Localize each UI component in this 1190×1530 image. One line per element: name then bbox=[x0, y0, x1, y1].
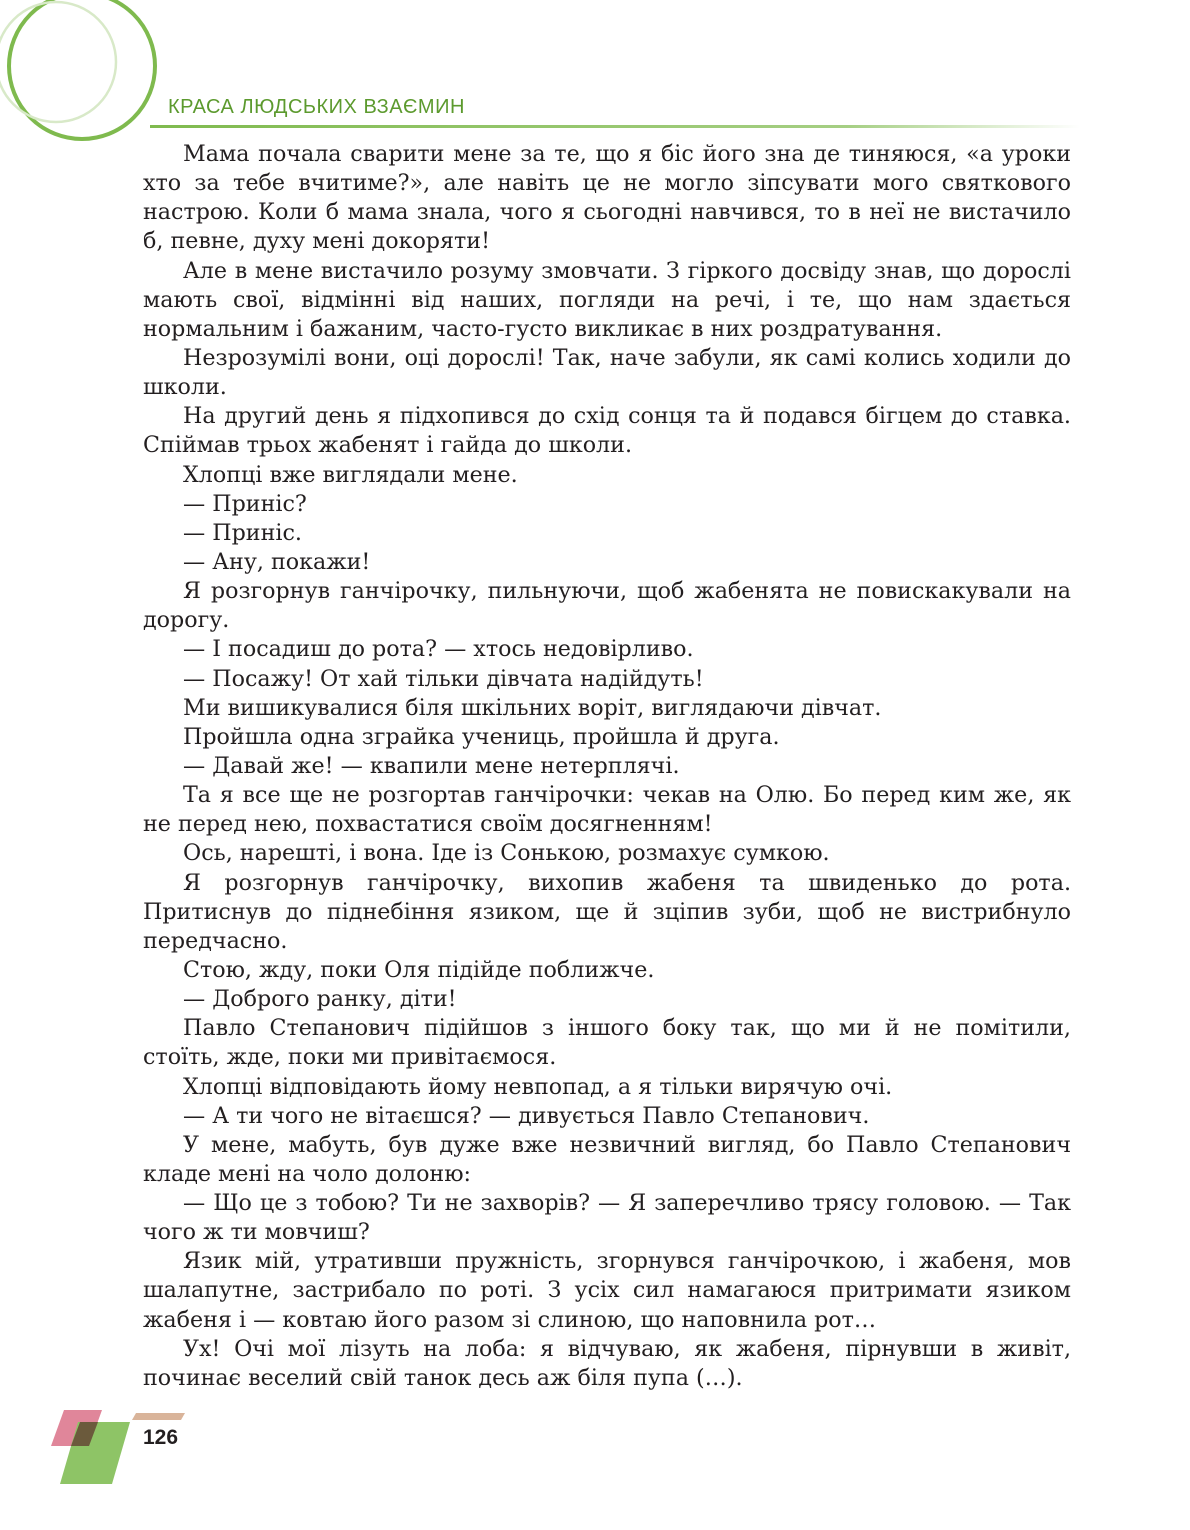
paragraph: У мене, мабуть, був дуже вже незвичний вигляд, бо Павло Степанович кладе мені на чоло долоню: bbox=[143, 1131, 1071, 1187]
paragraph: Та я все ще не розгортав ганчірочки: чекав на Олю. Бо перед ким же, як не перед нею, похвастатися своїм досягненням! bbox=[143, 782, 1071, 838]
dialogue-line: — Давай же! — квапили мене нетерплячі. bbox=[183, 752, 680, 779]
paragraph: Незрозумілі вони, оці дорослі! Так, наче забули, як самі колись ходили до школи. bbox=[143, 344, 1071, 401]
paragraph: Я розгорнув ганчірочку, пильнуючи, щоб жабенята не повискакували на дорогу. bbox=[143, 578, 1071, 634]
dialogue-line: — Що це з тобою? Ти не захворів? — Я заперечливо трясу головою. — Так чого ж ти мовчиш? bbox=[143, 1190, 1071, 1246]
paragraph: Ух! Очі мої лізуть на лоба: я відчуваю, як жабеня, пірнувши в живіт, починає веселий свій танок десь аж біля пупа (…). bbox=[143, 1335, 1071, 1391]
dialogue-line: — Приніс? bbox=[183, 490, 307, 517]
paragraph: Хлопці вже виглядали мене. bbox=[183, 461, 518, 488]
paragraph: Ми вишикувалися біля шкільних воріт, виглядаючи дівчат. bbox=[183, 694, 882, 721]
paragraph: Стою, жду, поки Оля підійде поближче. bbox=[183, 956, 655, 983]
dialogue-line: — Посажу! От хай тільки дівчата надійдуть! bbox=[183, 665, 704, 692]
header-circle-outer bbox=[9, 0, 155, 139]
dialogue-line: — І посадиш до рота? — хтось недовірливо. bbox=[183, 636, 694, 663]
footer-tan-bar bbox=[132, 1413, 185, 1420]
paragraph: Павло Степанович підійшов з іншого боку так, що ми й не помітили, стоїть, жде, поки ми привітаємося. bbox=[143, 1015, 1071, 1071]
dialogue-line: — Доброго ранку, діти! bbox=[183, 986, 457, 1013]
paragraph: Язик мій, утративши пружність, згорнувся ганчірочкою, і жабеня, мов шалапутне, застрибало по роті. З усіх сил намагаюся притримати язиком жабеня і — ковтаю його разом зі слиною, що наповнила рот… bbox=[143, 1248, 1071, 1333]
paragraph: Але в мене вистачило розуму змовчати. З гіркого досвіду знав, що дорослі мають свої, відмінні від наших, погляди на речі, і те, що нам здається нормальним і бажаним, часто-густо викликає в них роздратування. bbox=[143, 257, 1071, 342]
paragraph: Я розгорнув ганчірочку, вихопив жабеня та швиденько до рота. Притиснув до піднебіння язиком, ще й зціпив зуби, щоб не вистрибнуло передчасно. bbox=[143, 869, 1071, 954]
dialogue-line: — А ти чого не вітаєшся? — дивується Павло Степанович. bbox=[183, 1102, 870, 1129]
section-title: КРАСА ЛЮДСЬКИХ ВЗАЄМИН bbox=[168, 96, 465, 118]
paragraph: Мама почала сварити мене за те, що я біс його зна де тиняюся, «а уроки хто за тебе вчитиме?», але навіть це не могло зіпсувати мого святкового настрою. Коли б мама знала, чого я сьогодні навчився, то в неї не вистачило б, певне, духу мені докоряти! bbox=[143, 141, 1071, 255]
dialogue-line: — Приніс. bbox=[183, 519, 302, 546]
dialogue-line: — Ану, покажи! bbox=[183, 548, 371, 575]
header-rule bbox=[150, 125, 1080, 128]
paragraph: Хлопці відповідають йому невпопад, а я тільки вирячую очі. bbox=[183, 1073, 893, 1100]
page-number: 126 bbox=[143, 1426, 179, 1449]
paragraph: Ось, нарешті, і вона. Іде із Сонькою, розмахує сумкою. bbox=[183, 840, 830, 867]
paragraph: На другий день я підхопився до схід сонця та й подався бігцем до ставка. Спіймав трьох жабенят і гайда до школи. bbox=[143, 403, 1071, 459]
paragraph: Пройшла одна зграйка учениць, пройшла й друга. bbox=[183, 723, 780, 750]
story-text bbox=[143, 140, 1071, 1393]
